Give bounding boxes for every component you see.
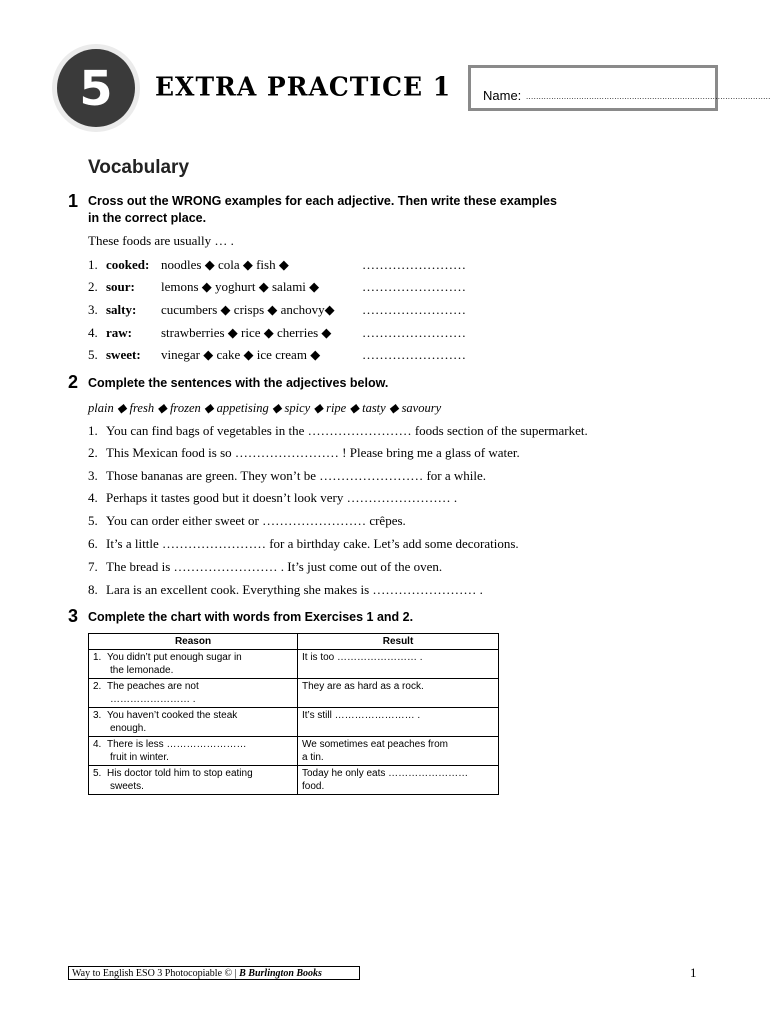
sentence-text: Lara is an excellent cook. Everything she makes is …………………… . [106, 582, 483, 597]
result-line1: It’s still …………………… . [302, 710, 421, 721]
sentence-text: It’s a little …………………… for a birthday cake. Let’s add some decorations. [106, 536, 519, 551]
sentence-number: 1. [88, 423, 98, 438]
row-number: 2. [93, 681, 102, 692]
name-label: Name: [483, 88, 522, 103]
name-blank[interactable]: ................................................................................................. [526, 92, 771, 101]
reason-line1: There is less …………………… [107, 739, 247, 750]
exercise-3-instruction: Complete the chart with words from Exercises 1 and 2. [88, 610, 414, 624]
result-cell [298, 737, 499, 766]
examples: strawberries ◆ rice ◆ cherries ◆ [161, 325, 332, 340]
adjective-label: salty: [106, 302, 137, 317]
reason-line1: His doctor told him to stop eating [107, 768, 253, 779]
exercise-1-number: 1 [68, 191, 79, 211]
table-row [89, 766, 499, 795]
answer-blank[interactable]: …………………… [362, 302, 466, 317]
section-heading: Vocabulary [88, 157, 190, 178]
publisher-name: Burlington Books [248, 968, 322, 979]
sentence-number: 4. [88, 490, 98, 505]
reason-cell[interactable] [89, 679, 298, 708]
answer-blank[interactable]: …………………… [362, 325, 466, 340]
item-number: 1. [88, 257, 98, 272]
reason-line2: enough. [110, 723, 147, 734]
sentence-number: 3. [88, 468, 98, 483]
table-row [89, 737, 499, 766]
result-cell[interactable] [298, 650, 499, 679]
exercise-1-instruction-line2: in the correct place. [88, 211, 207, 225]
sentence-number: 8. [88, 582, 98, 597]
sentence-text: You can order either sweet or …………………… crêpes. [106, 513, 406, 528]
adjective-label: cooked: [106, 257, 150, 272]
result-line2: a tin. [302, 752, 324, 763]
sentence-number: 7. [88, 559, 98, 574]
result-line2: food. [302, 781, 325, 792]
answer-blank[interactable]: …………………… [362, 347, 466, 362]
exercise-1-instruction-line1: Cross out the WRONG examples for each adjective. Then write these examples [88, 194, 557, 208]
item-number: 5. [88, 347, 98, 362]
result-cell [298, 679, 499, 708]
answer-blank[interactable]: …………………… [362, 279, 466, 294]
reason-line1: You haven’t cooked the steak [107, 710, 238, 721]
examples: noodles ◆ cola ◆ fish ◆ [161, 257, 289, 272]
exercise-2-number: 2 [68, 372, 79, 392]
adjective-label: raw: [106, 325, 132, 340]
page-number: 1 [690, 965, 697, 980]
footer-credit [68, 966, 360, 980]
reason-line1: The peaches are not [107, 681, 199, 692]
sentence-text: This Mexican food is so …………………… ! Please bring me a glass of water. [106, 445, 520, 460]
reason-line2: …………………… . [110, 694, 196, 705]
result-cell[interactable] [298, 766, 499, 795]
reason-line1: You didn’t put enough sugar in [107, 652, 242, 663]
row-number: 5. [93, 768, 102, 779]
row-number: 3. [93, 710, 102, 721]
row-number: 4. [93, 739, 102, 750]
reason-cell [89, 708, 298, 737]
sentence-number: 6. [88, 536, 98, 551]
item-number: 4. [88, 325, 98, 340]
sentence-text: Those bananas are green. They won’t be …………………… for a while. [106, 468, 487, 483]
result-line1: It is too …………………… . [302, 652, 423, 663]
result-line1: We sometimes eat peaches from [302, 739, 448, 750]
table-row [89, 708, 499, 737]
unit-number-badge [52, 44, 140, 132]
item-number: 3. [88, 302, 98, 317]
sentence-number: 5. [88, 513, 98, 528]
examples: vinegar ◆ cake ◆ ice cream ◆ [161, 347, 321, 362]
page-title: EXTRA PRACTICE 1 [155, 71, 452, 102]
row-number: 1. [93, 652, 102, 663]
reason-line2: fruit in winter. [110, 752, 169, 763]
sentence-text: The bread is …………………… . It’s just come out of the oven. [106, 559, 443, 574]
result-line1: They are as hard as a rock. [302, 681, 424, 692]
reason-result-chart [88, 633, 499, 795]
name-field-box [468, 65, 771, 111]
exercise-1-intro: These foods are usually … . [88, 233, 234, 248]
footer-text: Way to English ESO 3 Photocopiable © | [72, 968, 237, 979]
result-cell[interactable] [298, 708, 499, 737]
result-line1: Today he only eats …………………… [302, 768, 469, 779]
exercise-2-word-list: plain ◆ fresh ◆ frozen ◆ appetising ◆ spicy ◆ ripe ◆ tasty ◆ savoury [88, 401, 442, 415]
reason-cell [89, 650, 298, 679]
examples: lemons ◆ yoghurt ◆ salami ◆ [161, 279, 320, 294]
table-row [89, 679, 499, 708]
examples: cucumbers ◆ crisps ◆ anchovy◆ [161, 302, 335, 317]
reason-line2: the lemonade. [110, 665, 174, 676]
table-header-row [89, 634, 499, 650]
reason-cell[interactable] [89, 737, 298, 766]
sentence-text: You can find bags of vegetables in the …………………… foods section of the supermarket. [106, 423, 588, 438]
answer-blank[interactable]: …………………… [362, 257, 466, 272]
reason-header: Reason [89, 634, 298, 650]
adjective-label: sweet: [106, 347, 141, 362]
exercise-3-number: 3 [68, 606, 79, 626]
publisher-logo-mark: B [239, 968, 246, 979]
table-row [89, 650, 499, 679]
unit-number: 5 [57, 49, 135, 127]
exercise-2-instruction: Complete the sentences with the adjectives below. [88, 376, 389, 390]
item-number: 2. [88, 279, 98, 294]
adjective-label: sour: [106, 279, 135, 294]
reason-line2: sweets. [110, 781, 144, 792]
result-header: Result [298, 634, 499, 650]
reason-cell [89, 766, 298, 795]
sentence-text: Perhaps it tastes good but it doesn’t look very …………………… . [106, 490, 458, 505]
sentence-number: 2. [88, 445, 98, 460]
